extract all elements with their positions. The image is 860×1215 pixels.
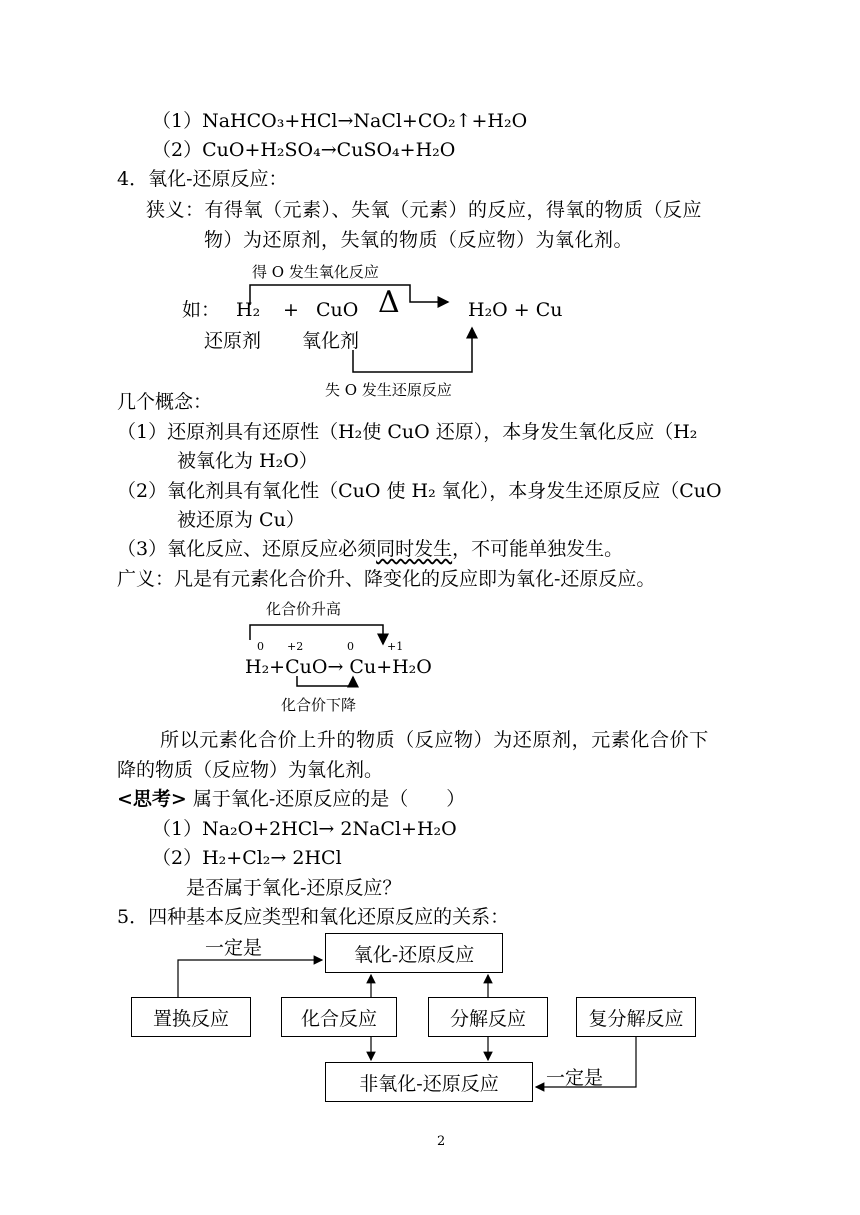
question-1: （1）Na₂O+2HCl→ 2NaCl+H₂O bbox=[152, 818, 457, 840]
reduction-bracket bbox=[353, 328, 472, 372]
ox-state-cu-left: +2 bbox=[287, 640, 304, 653]
think-prompt bbox=[117, 787, 465, 811]
valence-up-label: 化合价升高 bbox=[266, 600, 342, 618]
ox-state-h2: 0 bbox=[257, 640, 264, 653]
redox-box: 氧化-还原反应 bbox=[325, 933, 503, 973]
oxidation-label: 得 O 发生氧化反应 bbox=[252, 263, 379, 281]
concepts-heading: 几个概念： bbox=[117, 391, 213, 413]
think-label: <思考> bbox=[117, 788, 187, 810]
oxidizer-label: 氧化剂 bbox=[302, 330, 360, 352]
section-5-heading: 5．四种基本反应类型和氧化还原反应的关系： bbox=[117, 906, 510, 928]
reactant-h2: H₂ bbox=[236, 299, 261, 321]
section-4-heading: 4．氧化-还原反应： bbox=[117, 168, 288, 190]
concept-3-emphasis: 同时发生 bbox=[376, 538, 453, 560]
concept-3-before: （3）氧化反应、还原反应必须 bbox=[117, 538, 377, 560]
reactant-cuo: CuO bbox=[316, 299, 359, 321]
non-redox-box: 非氧化-还原反应 bbox=[325, 1062, 533, 1102]
valence-equation: H₂+CuO→ Cu+H₂O bbox=[245, 656, 432, 678]
concept-3-after: ，不可能单独发生。 bbox=[452, 538, 624, 560]
summary-line-2: 降的物质（反应物）为氧化剂。 bbox=[117, 759, 384, 781]
valence-down-label: 化合价下降 bbox=[281, 696, 357, 714]
plus-sign: + bbox=[283, 299, 299, 321]
always-label-top: 一定是 bbox=[205, 937, 263, 959]
narrow-definition-line-1: 狭义：有得氧（元素）、失氧（元素）的反应，得氧的物质（反应 bbox=[146, 199, 703, 221]
valence-up-bracket bbox=[250, 625, 383, 644]
question-2: （2）H₂+Cl₂→ 2HCl bbox=[152, 847, 342, 869]
reduction-label: 失 O 发生还原反应 bbox=[325, 381, 452, 399]
example-prefix: 如： bbox=[182, 299, 221, 321]
displacement-to-redox-arrow bbox=[178, 960, 322, 997]
broad-definition: 广义：凡是有元素化合价升、降变化的反应即为氧化-还原反应。 bbox=[117, 568, 656, 590]
decomposition-box: 分解反应 bbox=[428, 997, 548, 1037]
narrow-definition-line-2: 物）为还原剂，失氧的物质（反应物）为氧化剂。 bbox=[204, 229, 634, 251]
reaction-2: （2）CuO+H₂SO₄→CuSO₄+H₂O bbox=[152, 139, 456, 161]
reducer-label: 还原剂 bbox=[204, 330, 262, 352]
concept-2-line-1: （2）氧化剂具有氧化性（CuO 使 H₂ 氧化），本身发生还原反应（CuO bbox=[117, 480, 722, 502]
products: H₂O + Cu bbox=[468, 299, 563, 321]
concept-3 bbox=[117, 537, 623, 561]
double-displacement-box: 复分解反应 bbox=[576, 997, 696, 1037]
heat-symbol: Δ bbox=[378, 285, 400, 320]
always-label-bottom: 一定是 bbox=[546, 1067, 604, 1089]
summary-line-1: 所以元素化合价上升的物质（反应物）为还原剂，元素化合价下 bbox=[160, 729, 709, 751]
ox-state-h-right: +1 bbox=[387, 640, 404, 653]
reaction-1: （1）NaHCO₃+HCl→NaCl+CO₂↑+H₂O bbox=[152, 110, 528, 132]
ox-state-cu-right: 0 bbox=[347, 640, 354, 653]
page-number: 2 bbox=[437, 1134, 446, 1149]
displacement-box: 置换反应 bbox=[131, 997, 251, 1037]
think-text: 属于氧化-还原反应的是（ ） bbox=[192, 788, 466, 810]
concept-1-line-2: 被氧化为 H₂O） bbox=[177, 450, 318, 472]
combination-box: 化合反应 bbox=[281, 997, 397, 1037]
concept-1-line-1: （1）还原剂具有还原性（H₂使 CuO 还原），本身发生氧化反应（H₂ bbox=[117, 421, 698, 443]
question-followup: 是否属于氧化-还原反应？ bbox=[186, 877, 402, 899]
concept-2-line-2: 被还原为 Cu） bbox=[177, 509, 305, 531]
